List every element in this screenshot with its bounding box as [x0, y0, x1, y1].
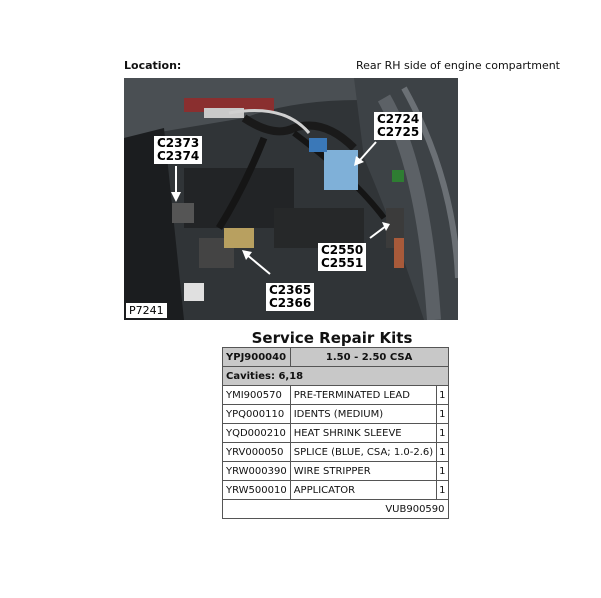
- location-value: Rear RH side of engine compartment: [355, 59, 560, 72]
- table-row: [223, 462, 449, 481]
- item-code: YMI900570: [223, 386, 291, 405]
- table-header-row: [223, 348, 449, 367]
- item-qty: 1: [437, 481, 448, 500]
- kit-title: Service Repair Kits: [251, 329, 413, 347]
- item-qty: 1: [437, 443, 448, 462]
- callout-line: C2374: [157, 149, 200, 163]
- callout-c2724-c2725: [374, 112, 422, 140]
- item-code: YRV000050: [223, 443, 291, 462]
- kit-part-number: YPJ900040: [223, 348, 291, 367]
- kit-cavities: Cavities: 6,18: [223, 367, 449, 386]
- callout-c2550-c2551: [318, 243, 366, 271]
- callout-line: C2724: [377, 112, 420, 126]
- photo-reference: P7241: [126, 303, 167, 318]
- table-row: [223, 405, 449, 424]
- item-qty: 1: [437, 462, 448, 481]
- footer-row: [223, 500, 449, 519]
- item-qty: 1: [437, 405, 448, 424]
- item-code: YRW500010: [223, 481, 291, 500]
- table-row: [223, 481, 449, 500]
- item-qty: 1: [437, 424, 448, 443]
- engine-compartment-photo: [124, 78, 458, 320]
- kit-footer-ref: VUB900590: [223, 500, 449, 519]
- callout-line: C2725: [377, 125, 420, 139]
- table-row: [223, 424, 449, 443]
- callout-c2373-c2374: [154, 136, 202, 164]
- callout-line: C2373: [157, 136, 200, 150]
- location-label: Location:: [124, 59, 182, 72]
- callout-line: C2551: [321, 256, 364, 270]
- item-code: YQD000210: [223, 424, 291, 443]
- item-code: YPQ000110: [223, 405, 291, 424]
- kit-csa: 1.50 - 2.50 CSA: [290, 348, 448, 367]
- service-repair-kit-table: [222, 347, 449, 519]
- item-description: SPLICE (BLUE, CSA; 1.0-2.6): [290, 443, 436, 462]
- table-row: [223, 386, 449, 405]
- callout-line: C2550: [321, 243, 364, 257]
- item-description: WIRE STRIPPER: [290, 462, 436, 481]
- callout-line: C2365: [269, 283, 312, 297]
- callout-line: C2366: [269, 296, 312, 310]
- cavities-row: [223, 367, 449, 386]
- table-row: [223, 443, 449, 462]
- item-description: APPLICATOR: [290, 481, 436, 500]
- item-description: HEAT SHRINK SLEEVE: [290, 424, 436, 443]
- item-qty: 1: [437, 386, 448, 405]
- item-code: YRW000390: [223, 462, 291, 481]
- callout-c2365-c2366: [266, 283, 314, 311]
- item-description: IDENTS (MEDIUM): [290, 405, 436, 424]
- item-description: PRE-TERMINATED LEAD: [290, 386, 436, 405]
